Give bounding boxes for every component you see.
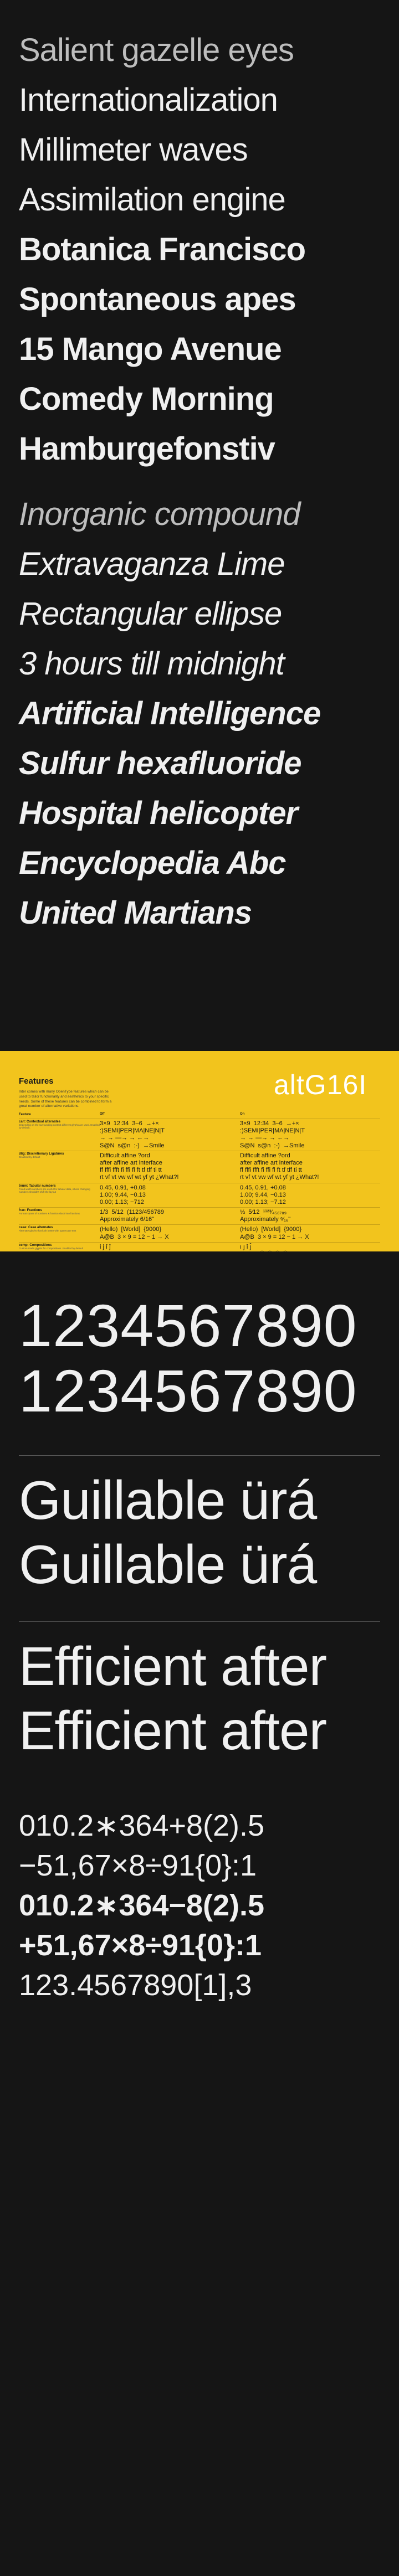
guillable-line: Guillable ürá bbox=[19, 1534, 317, 1595]
digits-specimen bbox=[19, 1292, 357, 1426]
math-line: −51,67×8÷91{0}:1 bbox=[19, 1849, 257, 1882]
feature-on-sample: 0.45, 0.91, +0.08 1.00; 9.44, −0.13 0.00; 1.13; −7.12 bbox=[240, 1184, 286, 1205]
digits-line: 1234567890 bbox=[19, 1292, 357, 1359]
feature-row bbox=[19, 1119, 380, 1151]
specimen-line: Inorganic compound bbox=[19, 496, 300, 532]
feature-cell bbox=[19, 1183, 100, 1208]
col-off-header: Off bbox=[100, 1112, 105, 1116]
specimen-line: Sulfur hexafluoride bbox=[19, 745, 301, 781]
divider bbox=[19, 1621, 380, 1622]
feature-row bbox=[19, 1242, 380, 1251]
feature-on-sample: ı ȷ î ȷ̂ bbox=[240, 1243, 252, 1250]
specimen-line: Hamburgefonstiv bbox=[19, 431, 275, 467]
math-line: 010.2∗364−8(2).5 bbox=[19, 1889, 265, 1922]
feature-row bbox=[19, 1207, 380, 1224]
specimen-line: Encyclopedia Abc bbox=[19, 845, 286, 881]
feature-name: case: Case alternates bbox=[19, 1226, 53, 1230]
specimen-line: United Martians bbox=[19, 895, 252, 931]
feature-on-sample: ⅓ 5⁄12 ¹¹²³⁄₄₅₆₇₈₉ Approximately ⁶⁄₁₆" bbox=[240, 1209, 291, 1223]
math-line: 010.2∗364+8(2).5 bbox=[19, 1809, 265, 1842]
feature-row bbox=[19, 1224, 380, 1241]
feature-name: ccmp: Compositions bbox=[19, 1243, 52, 1247]
feature-off-sample: i j î ĵ bbox=[100, 1243, 111, 1250]
feature-off-sample: Difficult affine ?ord after affine art interface ff fffi ffft fi ffi fl ft tf tff ti tt rt vf vt vw wf wt yf yt ¿What?! bbox=[100, 1152, 179, 1181]
feature-note: Fixed-width numbers are useful for tabular data, where changing numbers shouldn't shift the layout bbox=[19, 1187, 90, 1193]
features-table-header bbox=[19, 1111, 380, 1119]
specimen-line: Hospital helicopter bbox=[19, 795, 298, 831]
feature-cell bbox=[19, 1243, 100, 1251]
feature-off-sample: (Hello) [World] {9000} A@B 3 × 9 = 12 − 1 → X bbox=[100, 1226, 169, 1240]
feature-cell bbox=[19, 1208, 100, 1224]
efficient-line: Efficient after bbox=[19, 1636, 327, 1697]
specimen-line: Comedy Morning bbox=[19, 381, 274, 417]
feature-row bbox=[19, 1151, 380, 1183]
features-demo-glyphs: altG16I bbox=[274, 1069, 367, 1100]
specimen-line: Internationalization bbox=[19, 82, 278, 118]
specimen-line: Rectangular ellipse bbox=[19, 596, 282, 632]
specimen-line: Artificial Intelligence bbox=[19, 695, 321, 731]
guillable-line: Guillable ürá bbox=[19, 1470, 317, 1531]
feature-name: tnum: Tabular numbers bbox=[19, 1184, 56, 1188]
specimen-line: Millimeter waves bbox=[19, 132, 248, 168]
math-line: +51,67×8÷91{0}:1 bbox=[19, 1929, 262, 1962]
feature-on-sample: 3×9 12:34 3–6 →+× :)SEMI|PER|MA|NE|N|T → → —→ → ←→ S@N s@n :-) →Smile bbox=[240, 1120, 305, 1149]
feature-cell bbox=[19, 1119, 100, 1151]
feature-name: frac: Fractions bbox=[19, 1209, 42, 1213]
specimen-line: Extravaganza Lime bbox=[19, 546, 285, 582]
digits-line: 1234567890 bbox=[19, 1357, 357, 1424]
feature-off-sample: 0.45, 0.91, +0.08 1.00; 9.44, −0.13 0.00; 1.13; −712 bbox=[100, 1184, 146, 1205]
feature-note: Format spans of numbers & fraction slash into fractions bbox=[19, 1212, 80, 1215]
feature-on-sample: Difficult affine ?ord after affine art interface ff fffi ffft fi ffi fl ft tf tff ti tt rt vf vt vw wf wt yf yt ¿What?! bbox=[240, 1152, 319, 1181]
feature-off-sample: 1/3 5/12 (1123/456789 Approximately 6/16" bbox=[100, 1209, 165, 1223]
feature-cell bbox=[19, 1225, 100, 1241]
math-line: 123.4567890[1],3 bbox=[19, 1969, 252, 2002]
feature-note: Custom made glyphs for compositions. Enabled by default bbox=[19, 1246, 84, 1250]
col-feature-header: Feature bbox=[19, 1113, 31, 1116]
feature-on-sample: (Hello) [World] {9000} A@B 3 × 9 = 12 − 1 → X bbox=[240, 1226, 309, 1240]
specimen-line: Assimilation engine bbox=[19, 182, 285, 218]
features-description: Inter comes with many OpenType features which can be used to tailor functionality and aesthetics to your specific needs. Some of these features can be combined to form a great number of alternative variations. bbox=[19, 1090, 112, 1109]
efficient-specimen bbox=[19, 1636, 327, 1768]
feature-name: dlig: Discretionary Ligatures bbox=[19, 1152, 64, 1156]
col-on-header: On bbox=[240, 1112, 245, 1116]
features-title: Features bbox=[19, 1076, 54, 1086]
specimen-line: Botanica Francisco bbox=[19, 231, 306, 267]
italic-specimen bbox=[0, 483, 399, 947]
guillable-specimen bbox=[19, 1470, 317, 1601]
efficient-line: Efficient after bbox=[19, 1700, 327, 1761]
feature-note: Depending on the surrounding context different glyphs are used. Enabled by default. bbox=[19, 1124, 100, 1129]
feature-name: calt: Contextual alternates bbox=[19, 1120, 61, 1124]
specimen-line: Salient gazelle eyes bbox=[19, 32, 294, 68]
feature-note: Alternate glyphs that look better with uppercase text bbox=[19, 1229, 76, 1233]
divider bbox=[19, 1455, 380, 1456]
specimen-line: 15 Mango Avenue bbox=[19, 331, 282, 367]
upright-specimen bbox=[0, 0, 399, 483]
feature-row bbox=[19, 1183, 380, 1208]
feature-off-sample: 3×9 12:34 3–6 →+× :)SEMI|PER|MA|NE|N|T → → —→ → ←→ S@N s@n :-) →Smile bbox=[100, 1120, 165, 1149]
features-panel bbox=[0, 1051, 399, 1251]
feature-cell bbox=[19, 1151, 100, 1183]
specimen-line: Spontaneous apes bbox=[19, 281, 296, 317]
feature-note: Disabled by default bbox=[19, 1155, 40, 1158]
features-table bbox=[19, 1111, 380, 1251]
specimen-line: 3 hours till midnight bbox=[19, 646, 284, 682]
math-specimen bbox=[19, 1811, 264, 2010]
